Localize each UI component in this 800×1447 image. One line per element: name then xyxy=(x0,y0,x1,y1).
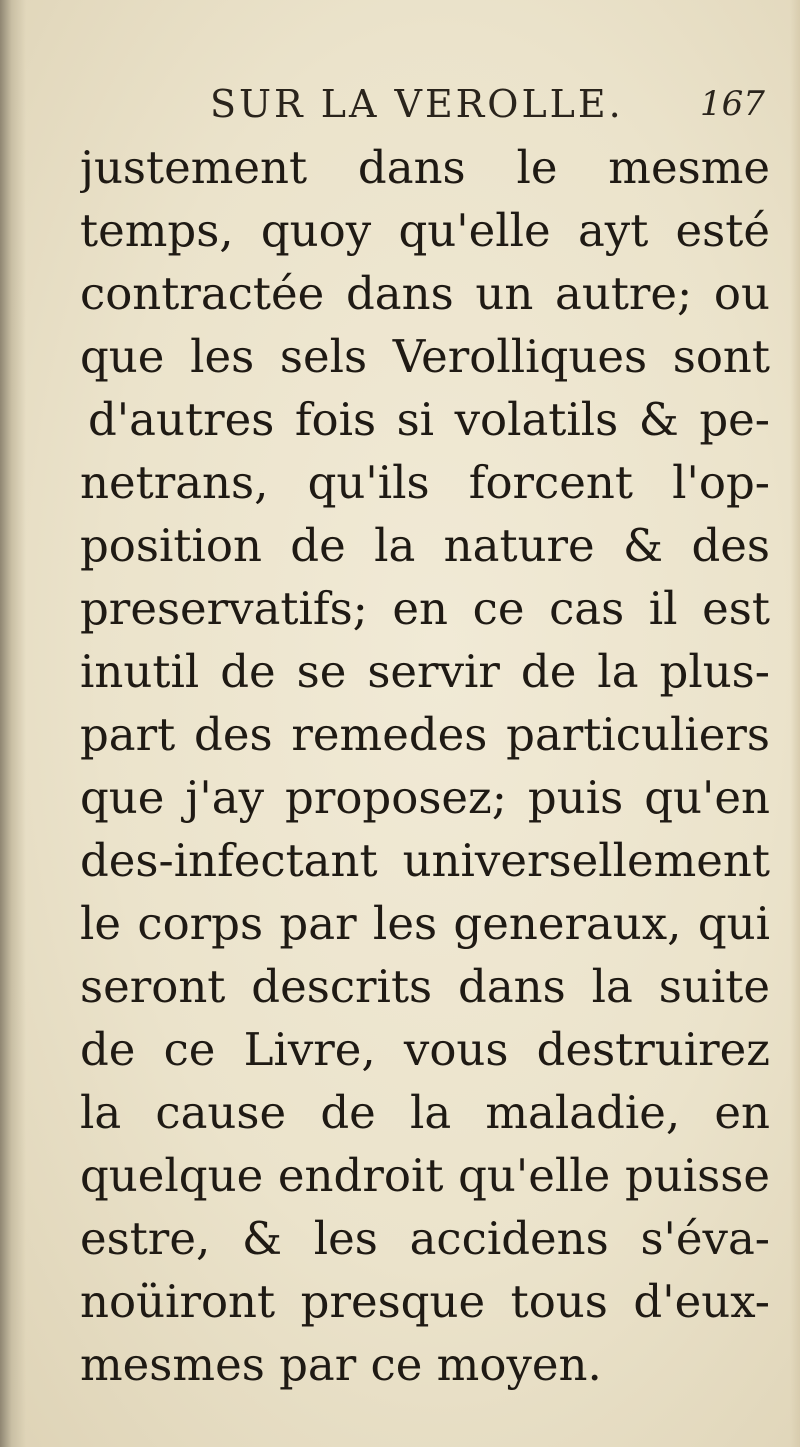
text-line: preservatifs; en ce cas il est xyxy=(80,582,770,635)
page-number: 167 xyxy=(700,84,765,124)
text-line: le corps par les generaux, qui xyxy=(80,897,770,950)
text-line: temps, quoy qu'elle ayt esté xyxy=(80,204,770,257)
text-line: part des remedes particuliers xyxy=(80,708,770,761)
text-line: seront descrits dans la suite xyxy=(80,960,770,1013)
text-line: mesmes par ce moyen. xyxy=(80,1338,602,1391)
text-line: de ce Livre, vous destruirez xyxy=(80,1023,770,1076)
running-head xyxy=(210,78,770,134)
text-line: des-infectant universellement xyxy=(80,834,770,887)
text-line: que les sels Verolliques sont xyxy=(80,330,770,383)
text-line: quelque endroit qu'elle puisse xyxy=(80,1149,770,1202)
text-line: que j'ay proposez; puis qu'en xyxy=(80,771,770,824)
text-line: d'autres fois si volatils & pe- xyxy=(88,393,770,446)
text-line: estre, & les accidens s'éva- xyxy=(80,1212,770,1265)
text-line: noüiront presque tous d'eux- xyxy=(80,1275,770,1328)
text-line: netrans, qu'ils forcent l'op- xyxy=(80,456,770,509)
running-head-title: SUR LA VEROLLE. xyxy=(210,82,624,126)
text-line: contractée dans un autre; ou xyxy=(80,267,770,320)
binding-shadow xyxy=(0,0,26,1447)
page-edge xyxy=(790,0,800,1447)
text-line: position de la nature & des xyxy=(80,519,770,572)
text-line: justement dans le mesme xyxy=(80,141,770,194)
text-line: inutil de se servir de la plus- xyxy=(80,645,770,698)
text-line: la cause de la maladie, en xyxy=(80,1086,770,1139)
body-text xyxy=(80,136,770,1406)
